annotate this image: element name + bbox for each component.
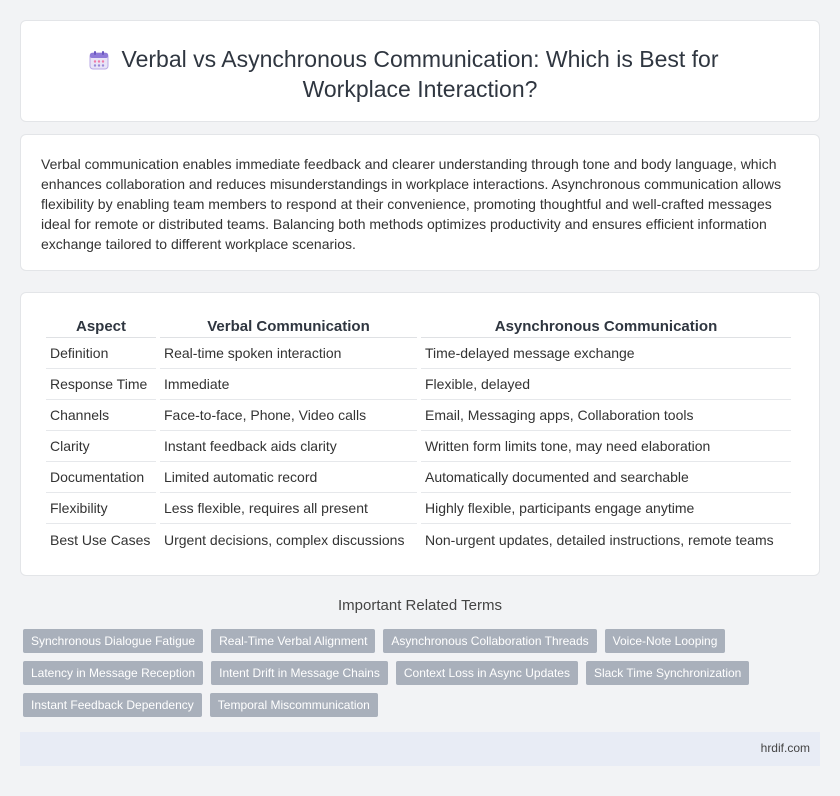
related-term-tag[interactable]: Voice-Note Looping	[605, 629, 726, 653]
cell-aspect: Definition	[46, 338, 156, 369]
related-term-tag[interactable]: Synchronous Dialogue Fatigue	[23, 629, 203, 653]
cell-async: Flexible, delayed	[421, 369, 791, 400]
cell-aspect: Flexibility	[46, 493, 156, 524]
related-term-tag[interactable]: Context Loss in Async Updates	[396, 661, 578, 685]
cell-verbal: Urgent decisions, complex discussions	[164, 531, 405, 548]
table-row	[46, 338, 791, 369]
comparison-table-card	[20, 292, 820, 576]
cell-async: Email, Messaging apps, Collaboration tools	[421, 400, 791, 431]
related-term-tag[interactable]: Asynchronous Collaboration Threads	[383, 629, 596, 653]
related-term-tag[interactable]: Real-Time Verbal Alignment	[211, 629, 375, 653]
cell-verbal: Real-time spoken interaction	[160, 338, 417, 369]
page-title: Verbal vs Asynchronous Communication: Which is Best for Workplace Interaction?	[121, 46, 719, 102]
related-term-tag[interactable]: Latency in Message Reception	[23, 661, 203, 685]
related-term-tag[interactable]: Temporal Miscommunication	[210, 693, 378, 717]
comparison-table	[42, 316, 795, 555]
cell-aspect: Channels	[46, 400, 156, 431]
cell-async: Non-urgent updates, detailed instructions, remote teams	[425, 531, 774, 548]
cell-aspect: Documentation	[46, 462, 156, 493]
related-terms-list	[23, 629, 803, 717]
cell-verbal: Immediate	[160, 369, 417, 400]
cell-aspect: Clarity	[46, 431, 156, 462]
cell-verbal: Face-to-face, Phone, Video calls	[160, 400, 417, 431]
table-header-row	[46, 316, 791, 338]
table-row	[46, 493, 791, 524]
cell-async: Time-delayed message exchange	[421, 338, 791, 369]
related-term-tag[interactable]: Slack Time Synchronization	[586, 661, 749, 685]
related-term-tag[interactable]: Intent Drift in Message Chains	[211, 661, 388, 685]
footer	[20, 732, 820, 766]
cell-verbal: Less flexible, requires all present	[160, 493, 417, 524]
cell-async: Written form limits tone, may need elaboration	[421, 431, 791, 462]
related-term-tag[interactable]: Instant Feedback Dependency	[23, 693, 202, 717]
header-aspect: Aspect	[46, 316, 156, 338]
cell-verbal: Instant feedback aids clarity	[160, 431, 417, 462]
table-row	[46, 524, 791, 555]
table-row	[46, 369, 791, 400]
table-row	[46, 462, 791, 493]
cell-async: Highly flexible, participants engage anytime	[421, 493, 791, 524]
intro-card	[20, 134, 820, 271]
table-row	[46, 400, 791, 431]
title-card	[20, 20, 820, 122]
table-row	[46, 431, 791, 462]
cell-verbal: Limited automatic record	[160, 462, 417, 493]
cell-aspect: Response Time	[46, 369, 156, 400]
header-async: Asynchronous Communication	[421, 316, 791, 338]
related-terms-title: Important Related Terms	[338, 597, 502, 614]
footer-site-link[interactable]: hrdif.com	[760, 741, 810, 755]
header-verbal: Verbal Communication	[160, 316, 417, 338]
cell-aspect: Best Use Cases	[50, 531, 151, 548]
cell-async: Automatically documented and searchable	[421, 462, 791, 493]
intro-paragraph: Verbal communication enables immediate feedback and clearer understanding through tone and body language, which enhances collaboration and reduces misunderstandings in workplace interactions. Asynchronous communication allows flexibility by enabling team members to respond at their convenience, promoting thoughtful and well-crafted messages ideal for remote or distributed teams. Balancing both methods optimizes productivity and ensures efficient information exchange tailored to different workplace scenarios.	[41, 156, 782, 252]
